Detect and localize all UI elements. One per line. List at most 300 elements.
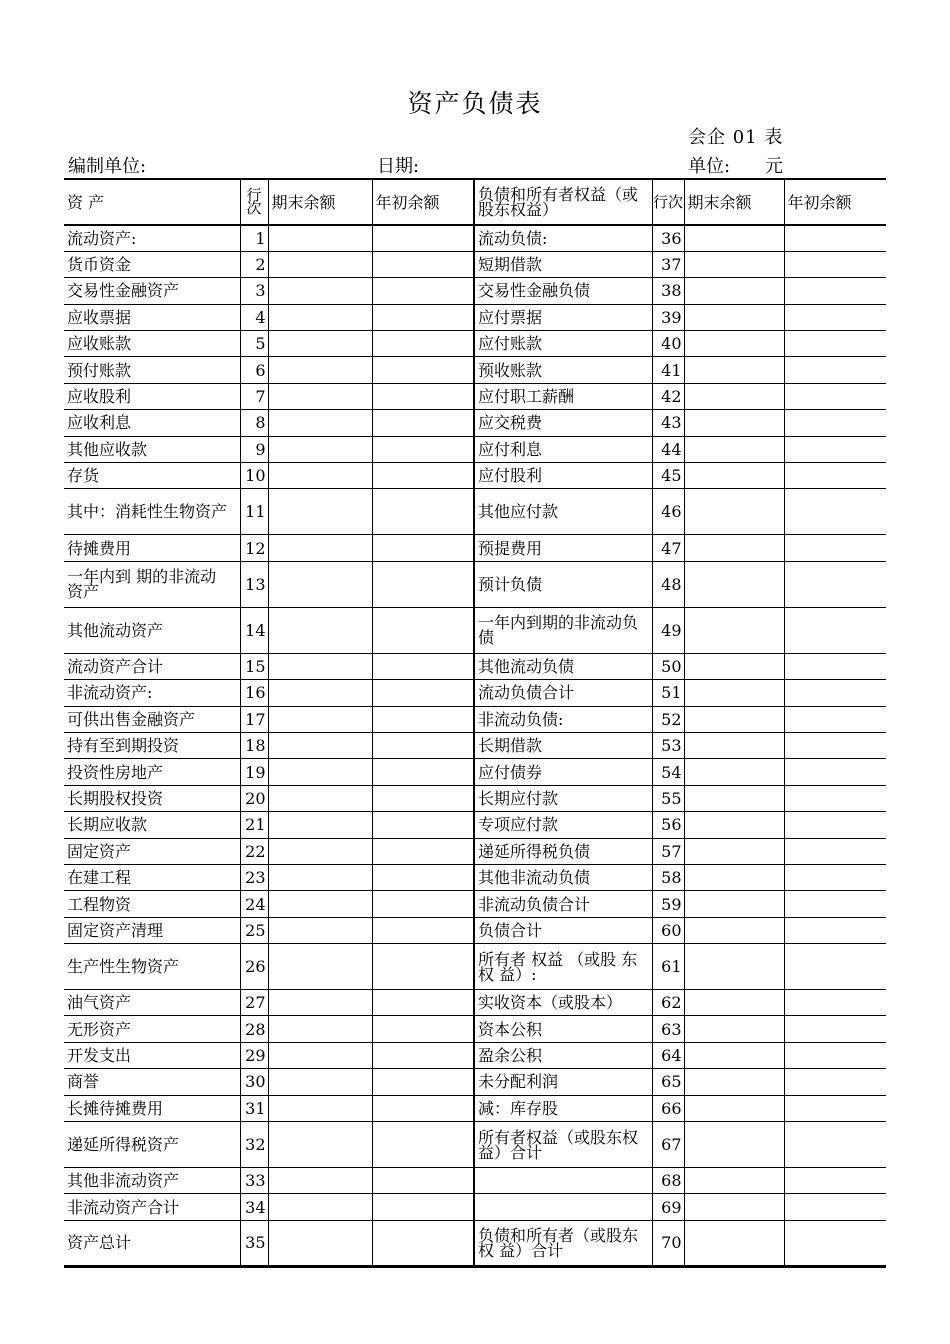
table-row xyxy=(64,225,886,251)
asset-name-cell: 生产性生物资产 xyxy=(64,944,240,990)
asset-line-no-cell: 20 xyxy=(240,785,268,811)
liability-line-no-cell: 67 xyxy=(652,1122,684,1168)
liability-end-balance-cell xyxy=(684,607,784,653)
table-row xyxy=(64,561,886,607)
asset-end-balance-cell xyxy=(268,1042,372,1068)
liability-begin-balance-cell xyxy=(784,759,886,785)
asset-end-balance-cell xyxy=(268,410,372,436)
asset-end-balance-cell xyxy=(268,278,372,304)
table-row xyxy=(64,1095,886,1121)
asset-end-balance-cell xyxy=(268,463,372,489)
liability-name-cell: 长期借款 xyxy=(474,732,652,758)
liability-name-cell: 应付利息 xyxy=(474,436,652,462)
asset-line-no-cell: 17 xyxy=(240,706,268,732)
liability-name-cell: 负债合计 xyxy=(474,917,652,943)
liability-begin-balance-cell xyxy=(784,706,886,732)
asset-begin-balance-cell xyxy=(372,489,474,535)
asset-name-cell: 长期应收款 xyxy=(64,812,240,838)
asset-end-balance-cell xyxy=(268,732,372,758)
asset-begin-balance-cell xyxy=(372,225,474,251)
table-row xyxy=(64,706,886,732)
liability-name-cell: 其他应付款 xyxy=(474,489,652,535)
liability-begin-balance-cell xyxy=(784,607,886,653)
liability-name-cell xyxy=(474,1168,652,1194)
asset-end-balance-cell xyxy=(268,1220,372,1266)
asset-end-balance-cell xyxy=(268,1016,372,1042)
liability-line-no-cell: 58 xyxy=(652,864,684,890)
asset-name-cell: 商誉 xyxy=(64,1069,240,1095)
asset-line-no-cell: 8 xyxy=(240,410,268,436)
asset-begin-balance-cell xyxy=(372,944,474,990)
asset-begin-balance-cell xyxy=(372,251,474,277)
liability-line-no-cell: 50 xyxy=(652,653,684,679)
asset-begin-balance-cell xyxy=(372,463,474,489)
asset-end-balance-cell xyxy=(268,1095,372,1121)
liability-begin-balance-cell xyxy=(784,436,886,462)
asset-end-balance-cell xyxy=(268,990,372,1016)
asset-end-balance-cell xyxy=(268,357,372,383)
asset-name-cell: 非流动资产合计 xyxy=(64,1194,240,1220)
asset-name-cell: 持有至到期投资 xyxy=(64,732,240,758)
liability-end-balance-cell xyxy=(684,785,784,811)
table-row xyxy=(64,278,886,304)
asset-end-balance-cell xyxy=(268,331,372,357)
liability-end-balance-cell xyxy=(684,561,784,607)
liability-name-cell: 流动负债合计 xyxy=(474,680,652,706)
liability-end-balance-cell xyxy=(684,436,784,462)
asset-line-no-cell: 34 xyxy=(240,1194,268,1220)
asset-name-cell: 流动资产合计 xyxy=(64,653,240,679)
asset-begin-balance-cell xyxy=(372,732,474,758)
liability-name-cell: 预收账款 xyxy=(474,357,652,383)
asset-end-balance-cell xyxy=(268,785,372,811)
asset-name-cell: 资产总计 xyxy=(64,1220,240,1266)
liability-begin-balance-cell xyxy=(784,1168,886,1194)
asset-end-balance-cell xyxy=(268,561,372,607)
asset-begin-balance-cell xyxy=(372,1194,474,1220)
liability-line-no-cell: 41 xyxy=(652,357,684,383)
liability-line-no-cell: 61 xyxy=(652,944,684,990)
asset-end-balance-cell xyxy=(268,864,372,890)
liability-end-balance-cell xyxy=(684,1042,784,1068)
liability-line-no-cell: 51 xyxy=(652,680,684,706)
liability-begin-balance-cell xyxy=(784,785,886,811)
table-row xyxy=(64,410,886,436)
table-row xyxy=(64,535,886,561)
unit-value: 元 xyxy=(765,156,783,177)
asset-line-no-cell: 26 xyxy=(240,944,268,990)
liability-name-cell: 盈余公积 xyxy=(474,1042,652,1068)
asset-line-no-cell: 14 xyxy=(240,607,268,653)
liability-begin-balance-cell xyxy=(784,225,886,251)
col-header-liability-begin-balance: 年初余额 xyxy=(784,179,886,225)
liability-end-balance-cell xyxy=(684,917,784,943)
unit-label: 单位: xyxy=(688,156,731,177)
asset-name-cell: 油气资产 xyxy=(64,990,240,1016)
asset-line-no-cell: 29 xyxy=(240,1042,268,1068)
table-row xyxy=(64,1194,886,1220)
liability-end-balance-cell xyxy=(684,759,784,785)
asset-end-balance-cell xyxy=(268,607,372,653)
liability-begin-balance-cell xyxy=(784,383,886,409)
liability-end-balance-cell xyxy=(684,653,784,679)
table-row xyxy=(64,944,886,990)
liability-end-balance-cell xyxy=(684,732,784,758)
asset-begin-balance-cell xyxy=(372,1016,474,1042)
liability-name-cell: 实收资本（或股本） xyxy=(474,990,652,1016)
liability-name-cell: 应付账款 xyxy=(474,331,652,357)
asset-name-cell: 其他流动资产 xyxy=(64,607,240,653)
liability-begin-balance-cell xyxy=(784,812,886,838)
liability-end-balance-cell xyxy=(684,331,784,357)
asset-end-balance-cell xyxy=(268,489,372,535)
liability-end-balance-cell xyxy=(684,1122,784,1168)
asset-end-balance-cell xyxy=(268,1194,372,1220)
asset-name-cell: 待摊费用 xyxy=(64,535,240,561)
liability-line-no-cell: 64 xyxy=(652,1042,684,1068)
liability-begin-balance-cell xyxy=(784,410,886,436)
liability-line-no-cell: 38 xyxy=(652,278,684,304)
liability-line-no-cell: 46 xyxy=(652,489,684,535)
asset-begin-balance-cell xyxy=(372,1220,474,1266)
asset-end-balance-cell xyxy=(268,304,372,330)
liability-name-cell: 递延所得税负债 xyxy=(474,838,652,864)
asset-line-no-cell: 4 xyxy=(240,304,268,330)
table-row xyxy=(64,1220,886,1266)
liability-line-no-cell: 42 xyxy=(652,383,684,409)
liability-begin-balance-cell xyxy=(784,304,886,330)
asset-begin-balance-cell xyxy=(372,759,474,785)
liability-line-no-cell: 60 xyxy=(652,917,684,943)
asset-begin-balance-cell xyxy=(372,812,474,838)
asset-end-balance-cell xyxy=(268,680,372,706)
asset-begin-balance-cell xyxy=(372,607,474,653)
liability-end-balance-cell xyxy=(684,535,784,561)
liability-end-balance-cell xyxy=(684,944,784,990)
liability-begin-balance-cell xyxy=(784,1220,886,1266)
liability-begin-balance-cell xyxy=(784,732,886,758)
liability-line-no-cell: 56 xyxy=(652,812,684,838)
liability-begin-balance-cell xyxy=(784,331,886,357)
liability-name-cell: 短期借款 xyxy=(474,251,652,277)
table-row xyxy=(64,759,886,785)
liability-end-balance-cell xyxy=(684,278,784,304)
table-row xyxy=(64,812,886,838)
asset-begin-balance-cell xyxy=(372,535,474,561)
liability-end-balance-cell xyxy=(684,1095,784,1121)
liability-end-balance-cell xyxy=(684,383,784,409)
asset-line-no-cell: 2 xyxy=(240,251,268,277)
asset-begin-balance-cell xyxy=(372,410,474,436)
liability-line-no-cell: 45 xyxy=(652,463,684,489)
col-header-asset-end-balance: 期末余额 xyxy=(268,179,372,225)
asset-begin-balance-cell xyxy=(372,278,474,304)
liability-end-balance-cell xyxy=(684,1168,784,1194)
asset-line-no-cell: 12 xyxy=(240,535,268,561)
liability-end-balance-cell xyxy=(684,357,784,383)
date-label: 日期: xyxy=(377,156,420,177)
asset-name-cell: 其他非流动资产 xyxy=(64,1168,240,1194)
liability-begin-balance-cell xyxy=(784,680,886,706)
asset-line-no-cell: 10 xyxy=(240,463,268,489)
liability-line-no-cell: 43 xyxy=(652,410,684,436)
col-header-liability-line-no: 行次 xyxy=(652,179,684,225)
liability-end-balance-cell xyxy=(684,410,784,436)
liability-end-balance-cell xyxy=(684,990,784,1016)
liability-begin-balance-cell xyxy=(784,535,886,561)
liability-begin-balance-cell xyxy=(784,944,886,990)
liability-begin-balance-cell xyxy=(784,1194,886,1220)
liability-end-balance-cell xyxy=(684,489,784,535)
asset-end-balance-cell xyxy=(268,759,372,785)
col-header-asset-begin-balance: 年初余额 xyxy=(372,179,474,225)
liability-end-balance-cell xyxy=(684,838,784,864)
asset-begin-balance-cell xyxy=(372,436,474,462)
liability-begin-balance-cell xyxy=(784,864,886,890)
liability-name-cell: 应付职工薪酬 xyxy=(474,383,652,409)
asset-line-no-cell: 30 xyxy=(240,1069,268,1095)
table-row xyxy=(64,653,886,679)
asset-line-no-cell: 9 xyxy=(240,436,268,462)
liability-begin-balance-cell xyxy=(784,891,886,917)
asset-line-no-cell: 16 xyxy=(240,680,268,706)
liability-line-no-cell: 47 xyxy=(652,535,684,561)
asset-begin-balance-cell xyxy=(372,917,474,943)
asset-name-cell: 递延所得税资产 xyxy=(64,1122,240,1168)
liability-begin-balance-cell xyxy=(784,1122,886,1168)
asset-line-no-cell: 32 xyxy=(240,1122,268,1168)
liability-begin-balance-cell xyxy=(784,251,886,277)
liability-name-cell: 未分配利润 xyxy=(474,1069,652,1095)
liability-line-no-cell: 55 xyxy=(652,785,684,811)
asset-name-cell: 开发支出 xyxy=(64,1042,240,1068)
asset-name-cell: 应收账款 xyxy=(64,331,240,357)
table-row xyxy=(64,1122,886,1168)
liability-line-no-cell: 44 xyxy=(652,436,684,462)
asset-name-cell: 交易性金融资产 xyxy=(64,278,240,304)
asset-line-no-cell: 1 xyxy=(240,225,268,251)
asset-end-balance-cell xyxy=(268,1168,372,1194)
table-row xyxy=(64,1016,886,1042)
liability-line-no-cell: 66 xyxy=(652,1095,684,1121)
table-row xyxy=(64,357,886,383)
asset-line-no-cell: 3 xyxy=(240,278,268,304)
asset-name-cell: 固定资产 xyxy=(64,838,240,864)
liability-name-cell: 预计负债 xyxy=(474,561,652,607)
liability-name-cell: 预提费用 xyxy=(474,535,652,561)
liability-line-no-cell: 39 xyxy=(652,304,684,330)
asset-begin-balance-cell xyxy=(372,838,474,864)
liability-name-cell: 应付票据 xyxy=(474,304,652,330)
table-row xyxy=(64,463,886,489)
col-header-asset: 资 产 xyxy=(64,179,240,225)
asset-name-cell: 应收股利 xyxy=(64,383,240,409)
asset-begin-balance-cell xyxy=(372,1122,474,1168)
liability-end-balance-cell xyxy=(684,1220,784,1266)
col-header-asset-line-no: 行次 xyxy=(240,179,268,225)
asset-line-no-cell: 21 xyxy=(240,812,268,838)
asset-line-no-cell: 19 xyxy=(240,759,268,785)
table-row xyxy=(64,489,886,535)
asset-end-balance-cell xyxy=(268,1069,372,1095)
liability-line-no-cell: 40 xyxy=(652,331,684,357)
asset-name-cell: 长摊待摊费用 xyxy=(64,1095,240,1121)
asset-end-balance-cell xyxy=(268,653,372,679)
liability-end-balance-cell xyxy=(684,812,784,838)
asset-begin-balance-cell xyxy=(372,1042,474,1068)
page-title: 资产负债表 xyxy=(407,89,543,118)
liability-name-cell: 交易性金融负债 xyxy=(474,278,652,304)
asset-begin-balance-cell xyxy=(372,357,474,383)
liability-line-no-cell: 49 xyxy=(652,607,684,653)
asset-end-balance-cell xyxy=(268,383,372,409)
liability-begin-balance-cell xyxy=(784,1042,886,1068)
liability-name-cell: 减：库存股 xyxy=(474,1095,652,1121)
asset-line-no-cell: 6 xyxy=(240,357,268,383)
liability-begin-balance-cell xyxy=(784,1069,886,1095)
asset-line-no-cell: 7 xyxy=(240,383,268,409)
table-row xyxy=(64,864,886,890)
liability-end-balance-cell xyxy=(684,864,784,890)
liability-end-balance-cell xyxy=(684,304,784,330)
table-row xyxy=(64,331,886,357)
asset-line-no-cell: 22 xyxy=(240,838,268,864)
liability-line-no-cell: 54 xyxy=(652,759,684,785)
asset-name-cell: 非流动资产: xyxy=(64,680,240,706)
asset-line-no-cell: 25 xyxy=(240,917,268,943)
asset-name-cell: 可供出售金融资产 xyxy=(64,706,240,732)
asset-name-cell: 长期股权投资 xyxy=(64,785,240,811)
liability-begin-balance-cell xyxy=(784,917,886,943)
form-code: 会企 01 表 xyxy=(688,127,784,148)
liability-name-cell: 所有者 权益 （或股 东权 益）: xyxy=(474,944,652,990)
asset-end-balance-cell xyxy=(268,944,372,990)
asset-begin-balance-cell xyxy=(372,1168,474,1194)
asset-end-balance-cell xyxy=(268,1122,372,1168)
liability-name-cell: 应付债券 xyxy=(474,759,652,785)
liability-line-no-cell: 53 xyxy=(652,732,684,758)
asset-end-balance-cell xyxy=(268,812,372,838)
liability-end-balance-cell xyxy=(684,680,784,706)
asset-line-no-cell: 33 xyxy=(240,1168,268,1194)
liability-begin-balance-cell xyxy=(784,463,886,489)
liability-line-no-cell: 52 xyxy=(652,706,684,732)
asset-line-no-cell: 27 xyxy=(240,990,268,1016)
col-header-liability: 负债和所有者权益（或股东权益） xyxy=(474,179,652,225)
asset-end-balance-cell xyxy=(268,917,372,943)
liability-end-balance-cell xyxy=(684,1069,784,1095)
liability-begin-balance-cell xyxy=(784,357,886,383)
asset-line-no-cell: 31 xyxy=(240,1095,268,1121)
liability-name-cell: 专项应付款 xyxy=(474,812,652,838)
asset-end-balance-cell xyxy=(268,251,372,277)
liability-name-cell: 负债和所有者（或股东权 益）合计 xyxy=(474,1220,652,1266)
table-row xyxy=(64,304,886,330)
liability-line-no-cell: 48 xyxy=(652,561,684,607)
asset-begin-balance-cell xyxy=(372,331,474,357)
asset-name-cell: 应收利息 xyxy=(64,410,240,436)
asset-end-balance-cell xyxy=(268,535,372,561)
asset-begin-balance-cell xyxy=(372,990,474,1016)
liability-end-balance-cell xyxy=(684,251,784,277)
table-row xyxy=(64,990,886,1016)
header-row xyxy=(64,179,886,225)
table-row xyxy=(64,680,886,706)
asset-end-balance-cell xyxy=(268,838,372,864)
asset-name-cell: 一年内到 期的非流动 资产 xyxy=(64,561,240,607)
asset-line-no-cell: 15 xyxy=(240,653,268,679)
liability-end-balance-cell xyxy=(684,463,784,489)
liability-name-cell: 流动负债: xyxy=(474,225,652,251)
liability-name-cell: 非流动负债: xyxy=(474,706,652,732)
asset-line-no-cell: 11 xyxy=(240,489,268,535)
asset-line-no-cell: 24 xyxy=(240,891,268,917)
asset-begin-balance-cell xyxy=(372,785,474,811)
liability-name-cell xyxy=(474,1194,652,1220)
asset-name-cell: 预付账款 xyxy=(64,357,240,383)
asset-name-cell: 货币资金 xyxy=(64,251,240,277)
liability-line-no-cell: 68 xyxy=(652,1168,684,1194)
asset-begin-balance-cell xyxy=(372,561,474,607)
table-row xyxy=(64,251,886,277)
liability-name-cell: 长期应付款 xyxy=(474,785,652,811)
table-row xyxy=(64,785,886,811)
liability-begin-balance-cell xyxy=(784,653,886,679)
liability-end-balance-cell xyxy=(684,1016,784,1042)
table-row xyxy=(64,607,886,653)
asset-line-no-cell: 35 xyxy=(240,1220,268,1266)
asset-line-no-cell: 23 xyxy=(240,864,268,890)
asset-name-cell: 存货 xyxy=(64,463,240,489)
liability-name-cell: 应交税费 xyxy=(474,410,652,436)
asset-end-balance-cell xyxy=(268,436,372,462)
liability-name-cell: 非流动负债合计 xyxy=(474,891,652,917)
asset-line-no-cell: 13 xyxy=(240,561,268,607)
asset-end-balance-cell xyxy=(268,706,372,732)
liability-line-no-cell: 63 xyxy=(652,1016,684,1042)
asset-begin-balance-cell xyxy=(372,1069,474,1095)
table-row xyxy=(64,1042,886,1068)
table-row xyxy=(64,383,886,409)
liability-line-no-cell: 65 xyxy=(652,1069,684,1095)
liability-name-cell: 一年内到期的非流动负债 xyxy=(474,607,652,653)
asset-name-cell: 流动资产: xyxy=(64,225,240,251)
table-row xyxy=(64,436,886,462)
asset-begin-balance-cell xyxy=(372,383,474,409)
asset-begin-balance-cell xyxy=(372,680,474,706)
liability-name-cell: 其他流动负债 xyxy=(474,653,652,679)
liability-name-cell: 应付股利 xyxy=(474,463,652,489)
asset-begin-balance-cell xyxy=(372,706,474,732)
asset-line-no-cell: 28 xyxy=(240,1016,268,1042)
liability-begin-balance-cell xyxy=(784,1016,886,1042)
liability-line-no-cell: 62 xyxy=(652,990,684,1016)
asset-name-cell: 应收票据 xyxy=(64,304,240,330)
liability-line-no-cell: 36 xyxy=(652,225,684,251)
liability-line-no-cell: 59 xyxy=(652,891,684,917)
liability-begin-balance-cell xyxy=(784,838,886,864)
asset-name-cell: 无形资产 xyxy=(64,1016,240,1042)
liability-line-no-cell: 70 xyxy=(652,1220,684,1266)
liability-line-no-cell: 37 xyxy=(652,251,684,277)
asset-begin-balance-cell xyxy=(372,1095,474,1121)
asset-begin-balance-cell xyxy=(372,864,474,890)
liability-begin-balance-cell xyxy=(784,489,886,535)
table-row xyxy=(64,1069,886,1095)
asset-end-balance-cell xyxy=(268,891,372,917)
liability-begin-balance-cell xyxy=(784,990,886,1016)
liability-name-cell: 所有者权益（或股东权 益）合计 xyxy=(474,1122,652,1168)
